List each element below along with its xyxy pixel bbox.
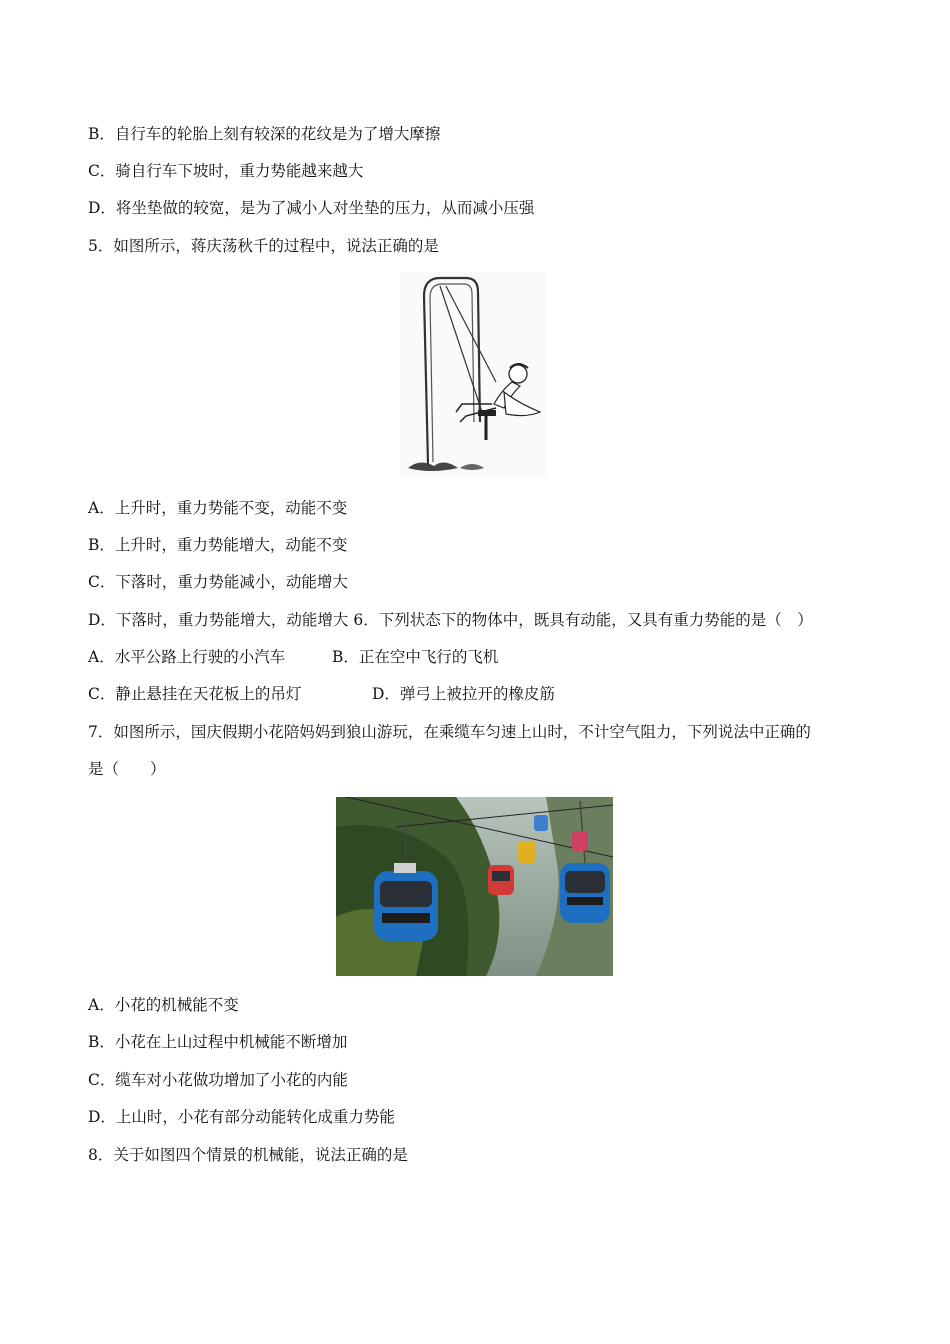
q8-stem: 8．关于如图四个情景的机械能，说法正确的是 xyxy=(88,1146,408,1164)
q6-option-d: D．弹弓上被拉开的橡皮筋 xyxy=(372,685,555,703)
q6-options-ab xyxy=(88,647,498,667)
q6-option-b: B．正在空中飞行的飞机 xyxy=(332,648,499,666)
q7-option-c: C．缆车对小花做功增加了小花的内能 xyxy=(88,1071,348,1089)
q7-stem-line2: 是（ ） xyxy=(88,760,166,778)
q5-option-c: C．下落时，重力势能减小，动能增大 xyxy=(88,573,348,591)
q5-option-a: A．上升时，重力势能不变，动能不变 xyxy=(88,499,348,517)
q7-stem-line1: 7．如图所示，国庆假期小花陪妈妈到狼山游玩，在乘缆车匀速上山时，不计空气阻力，下列说法中正确的 xyxy=(88,723,811,741)
q7-option-b: B．小花在上山过程中机械能不断增加 xyxy=(88,1033,348,1051)
q4-option-c: C．骑自行车下坡时，重力势能越来越大 xyxy=(88,162,364,180)
cable-car-photo xyxy=(336,797,613,976)
q5-option-d-and-q6-stem: D．下落时，重力势能增大，动能增大 6．下列状态下的物体中，既具有动能，又具有重力势能的是（ ） xyxy=(88,611,813,629)
q7-option-d: D．上山时，小花有部分动能转化成重力势能 xyxy=(88,1108,395,1126)
q4-option-b: B．自行车的轮胎上刻有较深的花纹是为了增大摩擦 xyxy=(88,125,441,143)
q5-option-b: B．上升时，重力势能增大，动能不变 xyxy=(88,536,348,554)
q4-option-d: D．将坐垫做的较宽，是为了减小人对坐垫的压力，从而减小压强 xyxy=(88,199,535,217)
q6-option-c: C．静止悬挂在天花板上的吊灯 xyxy=(88,685,302,703)
q6-option-a: A．水平公路上行驶的小汽车 xyxy=(88,648,286,666)
swing-illustration xyxy=(400,272,546,478)
q6-options-cd xyxy=(88,684,555,704)
q7-option-a: A．小花的机械能不变 xyxy=(88,996,239,1014)
q5-stem: 5．如图所示，蒋庆荡秋千的过程中，说法正确的是 xyxy=(88,237,439,255)
